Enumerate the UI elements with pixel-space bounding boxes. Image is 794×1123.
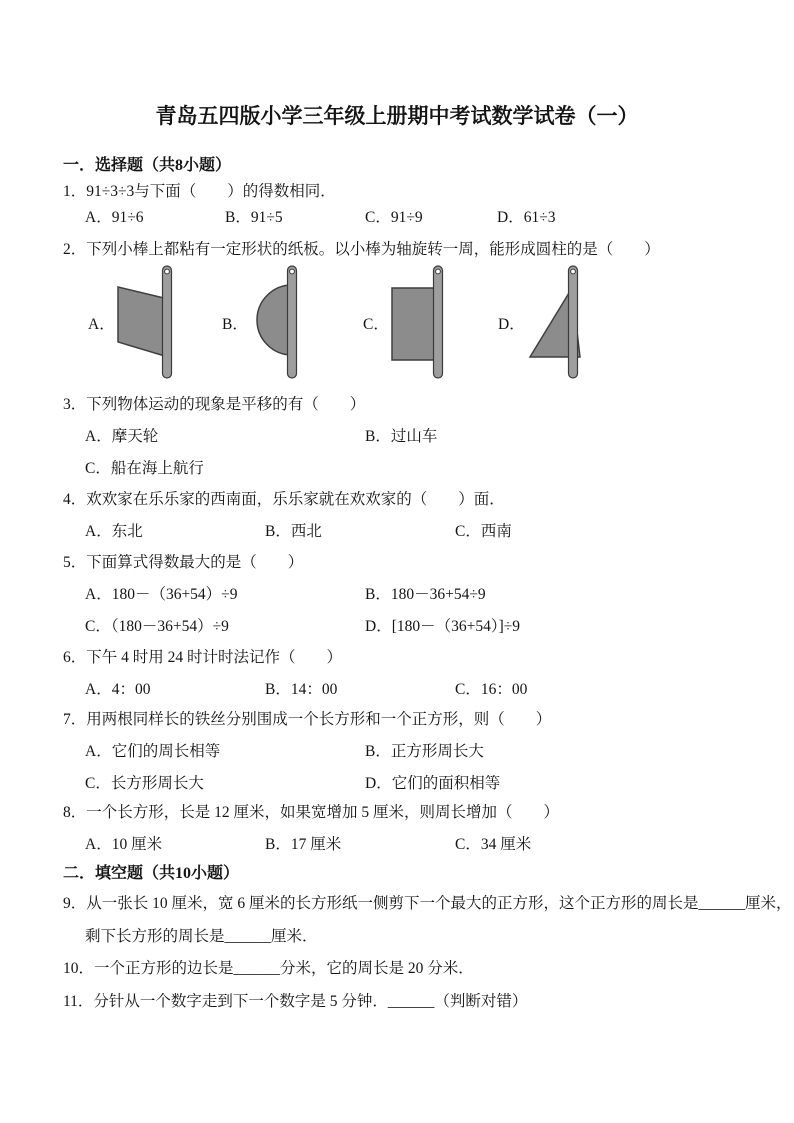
question-4-text: 4．欢欢家在乐乐家的西南面，乐乐家就在欢欢家的（ ）面． [63, 491, 505, 508]
q7-option-a: A．它们的周长相等 [85, 743, 221, 760]
q8-option-a: A．10 厘米 [85, 836, 163, 853]
q8-option-c: C．34 厘米 [455, 836, 532, 853]
question-6-text: 6．下午 4 时用 24 时计时法记作（ ） [63, 649, 343, 666]
stick-b-pinhead [290, 269, 295, 274]
stick-c-pinhead [436, 269, 441, 274]
q3-option-a: A．摩天轮 [85, 428, 159, 445]
stick-d [569, 266, 578, 378]
q3-option-b: B．过山车 [365, 428, 438, 445]
question-7-text: 7．用两根同样长的铁丝分别围成一个长方形和一个正方形，则（ ） [63, 711, 552, 728]
stick-a-pinhead [165, 269, 170, 274]
parallelogram-shape [118, 287, 168, 357]
stick-d-pinhead [571, 269, 576, 274]
stick-a [163, 266, 172, 378]
stick-c [434, 266, 443, 378]
q2-figure-label-a: A． [88, 316, 115, 333]
q2-figure-label-d: D． [498, 316, 525, 333]
q5-option-d: D．[180－（36+54）]÷9 [365, 618, 521, 635]
question-10-text: 10．一个正方形的边长是______分米，它的周长是 20 分米． [63, 960, 474, 977]
question-9-text-line1: 9．从一张长 10 厘米，宽 6 厘米的长方形纸一侧剪下一个最大的正方形，这个正方形的周长是______厘米， [63, 895, 792, 912]
question-3-text: 3．下列物体运动的现象是平移的有（ ） [63, 396, 366, 413]
section-1-heading: 一．选择题（共8小题） [63, 157, 232, 174]
question-8-text: 8．一个长方形，长是 12 厘米，如果宽增加 5 厘米，则周长增加（ ） [63, 804, 560, 821]
q1-option-d: D．61÷3 [497, 209, 556, 226]
semicircle-shape [257, 285, 292, 355]
q4-option-a: A．东北 [85, 523, 143, 540]
question-2-text: 2．下列小棒上都粘有一定形状的纸板。以小棒为轴旋转一周，能形成圆柱的是（ ） [63, 241, 660, 258]
section-2-heading: 二．填空题（共10小题） [63, 865, 240, 882]
q4-option-c: C．西南 [455, 523, 512, 540]
q5-option-c: C．（180－36+54）÷9 [85, 618, 229, 635]
stick-b [288, 266, 297, 378]
q6-option-b: B．14：00 [265, 681, 338, 698]
q7-option-b: B．正方形周长大 [365, 743, 484, 760]
question-1-text: 1．91÷3÷3与下面（ ）的得数相同． [63, 183, 336, 200]
q5-option-b: B．180－36+54÷9 [365, 586, 486, 603]
q2-figure-a-parallelogram-on-stick [110, 262, 180, 384]
q7-option-d: D．它们的面积相等 [365, 775, 501, 792]
q6-option-a: A．4：00 [85, 681, 151, 698]
q7-option-c: C．长方形周长大 [85, 775, 204, 792]
q2-figure-label-c: C． [363, 316, 389, 333]
question-11-text: 11．分针从一个数字走到下一个数字是 5 分钟．______（判断对错） [63, 993, 528, 1010]
q1-option-b: B．91÷5 [225, 209, 283, 226]
q2-figure-b-semicircle-on-stick [250, 262, 305, 384]
rectangle-shape [392, 288, 440, 360]
q1-option-c: C．91÷9 [365, 209, 423, 226]
q2-figure-d-triangle-on-stick [520, 262, 582, 384]
q2-figure-c-rectangle-on-stick [385, 262, 447, 384]
q1-option-a: A．91÷6 [85, 209, 144, 226]
question-9-text-line2: 剩下长方形的周长是______厘米． [85, 928, 318, 945]
exam-title: 青岛五四版小学三年级上册期中考试数学试卷（一） [155, 104, 639, 128]
q6-option-c: C．16：00 [455, 681, 528, 698]
q3-option-c: C．船在海上航行 [85, 460, 204, 477]
q8-option-b: B．17 厘米 [265, 836, 342, 853]
question-5-text: 5．下面算式得数最大的是（ ） [63, 554, 304, 571]
q4-option-b: B．西北 [265, 523, 322, 540]
q5-option-a: A．180－（36+54）÷9 [85, 586, 238, 603]
q2-figure-label-b: B． [222, 316, 248, 333]
